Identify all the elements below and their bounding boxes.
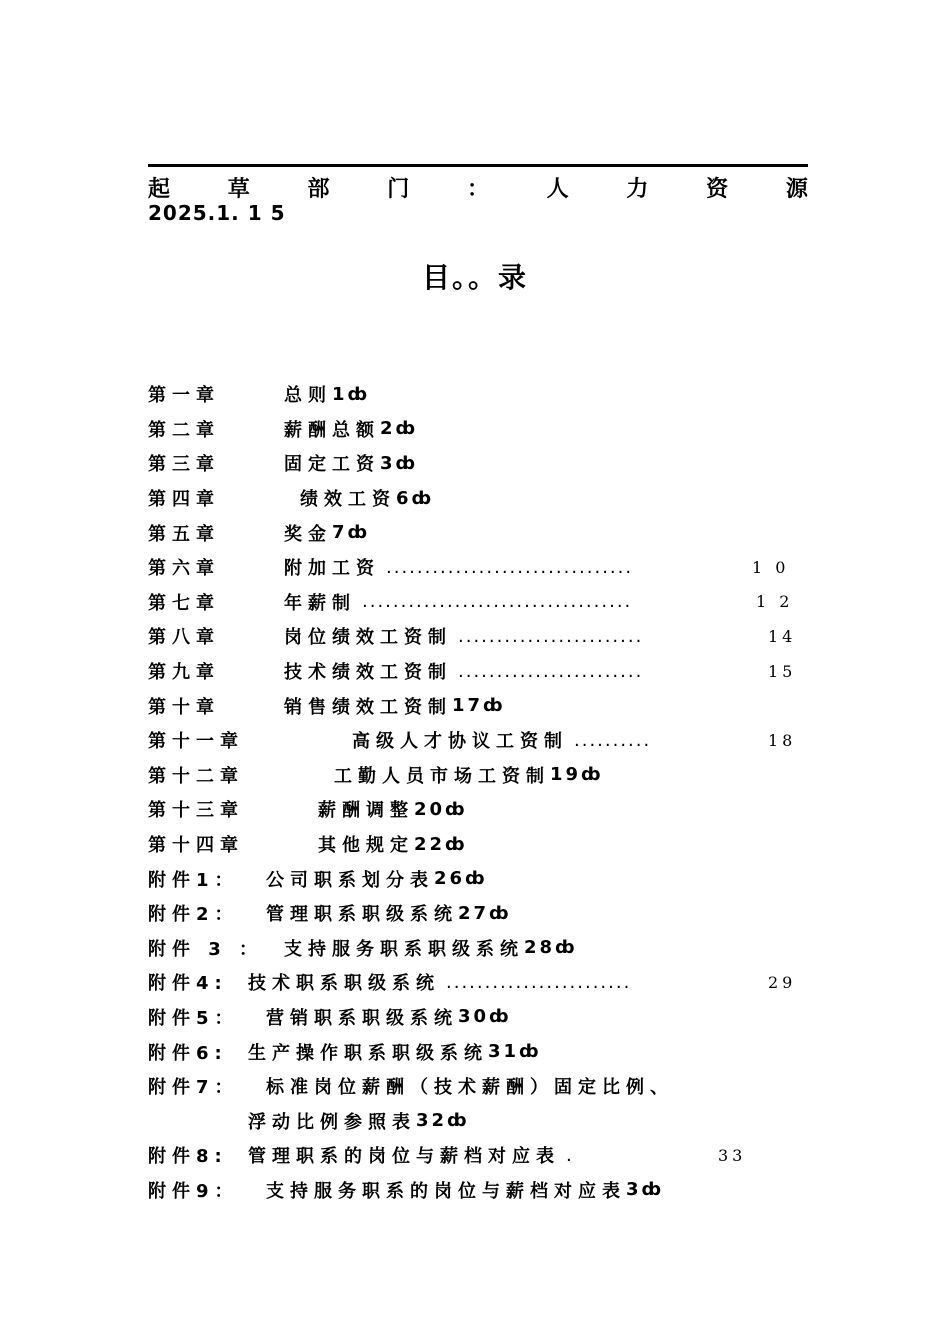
toc-entry-title: 支持服务职系职级系统 [284, 938, 524, 960]
toc-entry-page: 20ȸ [414, 798, 468, 820]
toc-entry-title: 浮动比例参照表 [248, 1111, 416, 1133]
toc-entry[interactable] [148, 827, 808, 862]
toc-entry-page: 26ȸ [434, 868, 488, 890]
toc-entry-label: 第一章 [148, 385, 220, 407]
toc-entry[interactable] [148, 861, 808, 896]
toc-entry-page: 19ȸ [550, 764, 604, 786]
toc-entry-label: 附件1： [148, 869, 239, 891]
toc-entry-title: 标准岗位薪酬（技术薪酬）固定比例、 [266, 1077, 674, 1099]
toc-entry-title: 薪酬调整 [318, 800, 414, 822]
toc-entry-page: 27ȸ [458, 902, 512, 924]
toc-entry[interactable] [148, 1138, 808, 1173]
toc-entry[interactable] [148, 1000, 808, 1035]
toc-entry-label: 第十三章 [148, 800, 244, 822]
toc-entry[interactable] [148, 585, 808, 620]
drafter-char: 资 [706, 176, 729, 202]
toc-entry-title: 固定工资 [284, 454, 380, 476]
toc-entry[interactable] [148, 654, 808, 689]
toc-entry-page: 2ȸ [380, 418, 419, 440]
toc-entry-title: 绩效工资 [300, 489, 396, 511]
toc-entry-title: 管理职系职级系统 [266, 904, 458, 926]
toc-entry-title: 岗位绩效工资制 [284, 627, 452, 649]
drafter-char: ： [466, 176, 489, 202]
toc-entry-page: 1 2 [756, 592, 794, 612]
toc-entry-page: 17ȸ [452, 695, 506, 717]
toc-entry-label: 附件9： [148, 1180, 239, 1202]
toc-entry-label: 附件5： [148, 1007, 239, 1029]
toc-entry-page: 6ȸ [396, 487, 435, 509]
toc-entry-page: 22ȸ [414, 833, 468, 855]
toc-entry-page: 1 0 [752, 557, 790, 577]
drafter-char: 起 [148, 176, 171, 202]
toc-entry-label: 第九章 [148, 662, 220, 684]
toc-entry[interactable] [148, 619, 808, 654]
toc-entry[interactable] [148, 723, 808, 758]
toc-entry-page: 29 [768, 972, 797, 992]
toc-entry[interactable] [148, 896, 808, 931]
drafter-char: 门 [387, 176, 410, 202]
toc-entry-label: 第十一章 [148, 731, 244, 753]
toc-entry-label: 第四章 [148, 489, 220, 511]
toc-entry[interactable] [148, 792, 808, 827]
toc-entry-title: 薪酬总额 [284, 419, 380, 441]
draft-date: 2025.1. 1 5 [148, 201, 286, 225]
toc-entry-title: 技术绩效工资制 [284, 662, 452, 684]
toc-entry-title: 奖金 [284, 523, 332, 545]
toc-entry-label: 第十章 [148, 696, 220, 718]
toc-entry[interactable] [148, 446, 808, 481]
toc-entry-page: 14 [768, 626, 797, 646]
toc-entry-leader: ........................ [458, 660, 644, 682]
drafter-char: 力 [626, 176, 649, 202]
toc-title: 目。。录 [421, 261, 528, 294]
toc-entry-label: 附件8: [148, 1146, 228, 1168]
toc-entry-page: 7ȸ [332, 522, 371, 544]
toc-entry-title: 工勤人员市场工资制 [334, 765, 550, 787]
drafter-line [148, 174, 808, 200]
drafter-char: 部 [307, 176, 330, 202]
toc-entry-label: 附件 3 ： [148, 938, 264, 960]
toc-entry[interactable] [148, 412, 808, 447]
drafter-char: 源 [785, 176, 808, 202]
drafter-char: 草 [227, 176, 250, 202]
toc-entry[interactable] [148, 1173, 808, 1208]
toc-entry[interactable] [148, 550, 808, 585]
toc-entry-label: 第十二章 [148, 765, 244, 787]
toc-entry-title: 年薪制 [284, 592, 356, 614]
toc-entry[interactable] [148, 965, 808, 1000]
header-rule [148, 164, 808, 167]
toc-entry-title: 技术职系职级系统 [248, 973, 440, 995]
toc-entry[interactable] [148, 688, 808, 723]
toc-entry-page: 33 [718, 1145, 747, 1165]
toc-entry-page: 3ȸ [380, 452, 419, 474]
toc-entry-leader: ........................ [458, 625, 644, 647]
toc-entry-page: 18 [768, 730, 797, 750]
toc-entry[interactable] [148, 1069, 808, 1104]
toc-entry-label: 第二章 [148, 419, 220, 441]
toc-entry-leader: ................................ [386, 556, 634, 578]
toc-entry-label: 附件2： [148, 904, 239, 926]
toc-entry-title: 总则 [284, 385, 332, 407]
toc-entry-page: 15 [768, 661, 797, 681]
toc-entry-title: 公司职系划分表 [266, 869, 434, 891]
toc-entry-leader: .......... [574, 729, 652, 751]
toc-entry-page: 28ȸ [524, 937, 578, 959]
toc-entry-title: 生产操作职系职级系统 [248, 1042, 488, 1064]
toc-entry-leader: ........................ [446, 971, 632, 993]
toc-entry-title: 附加工资 [284, 558, 380, 580]
toc-entry-label: 附件6: [148, 1042, 228, 1064]
toc-entry-page: 1ȸ [332, 383, 371, 405]
table-of-contents [148, 377, 808, 1207]
toc-entry[interactable] [148, 1103, 808, 1138]
toc-entry-leader: . [566, 1144, 574, 1166]
toc-entry-page: 30ȸ [458, 1006, 512, 1028]
toc-entry-label: 附件7： [148, 1077, 239, 1099]
toc-entry[interactable] [148, 1034, 808, 1069]
toc-entry[interactable] [148, 481, 808, 516]
toc-entry-label: 第六章 [148, 558, 220, 580]
toc-entry-page: 32ȸ [416, 1110, 470, 1132]
toc-entry-label: 第七章 [148, 592, 220, 614]
toc-entry[interactable] [148, 515, 808, 550]
toc-entry-title: 管理职系的岗位与薪档对应表 [248, 1146, 560, 1168]
toc-entry-label: 第三章 [148, 454, 220, 476]
toc-entry-page: 31ȸ [488, 1041, 542, 1063]
toc-entry-title: 高级人才协议工资制 [352, 731, 568, 753]
toc-entry-label: 附件4: [148, 973, 228, 995]
toc-entry-page: 3ȸ [626, 1179, 665, 1201]
toc-entry-leader: ................................... [362, 591, 633, 613]
drafter-char: 人 [546, 176, 569, 202]
toc-entry[interactable] [148, 758, 808, 793]
toc-entry-label: 第五章 [148, 523, 220, 545]
toc-entry-title: 营销职系职级系统 [266, 1007, 458, 1029]
toc-entry-label: 第八章 [148, 627, 220, 649]
toc-entry[interactable] [148, 377, 808, 412]
toc-entry-label: 第十四章 [148, 835, 244, 857]
toc-entry-title: 其他规定 [318, 835, 414, 857]
toc-entry-title: 销售绩效工资制 [284, 696, 452, 718]
toc-entry-title: 支持服务职系的岗位与薪档对应表 [266, 1180, 626, 1202]
toc-entry[interactable] [148, 931, 808, 966]
